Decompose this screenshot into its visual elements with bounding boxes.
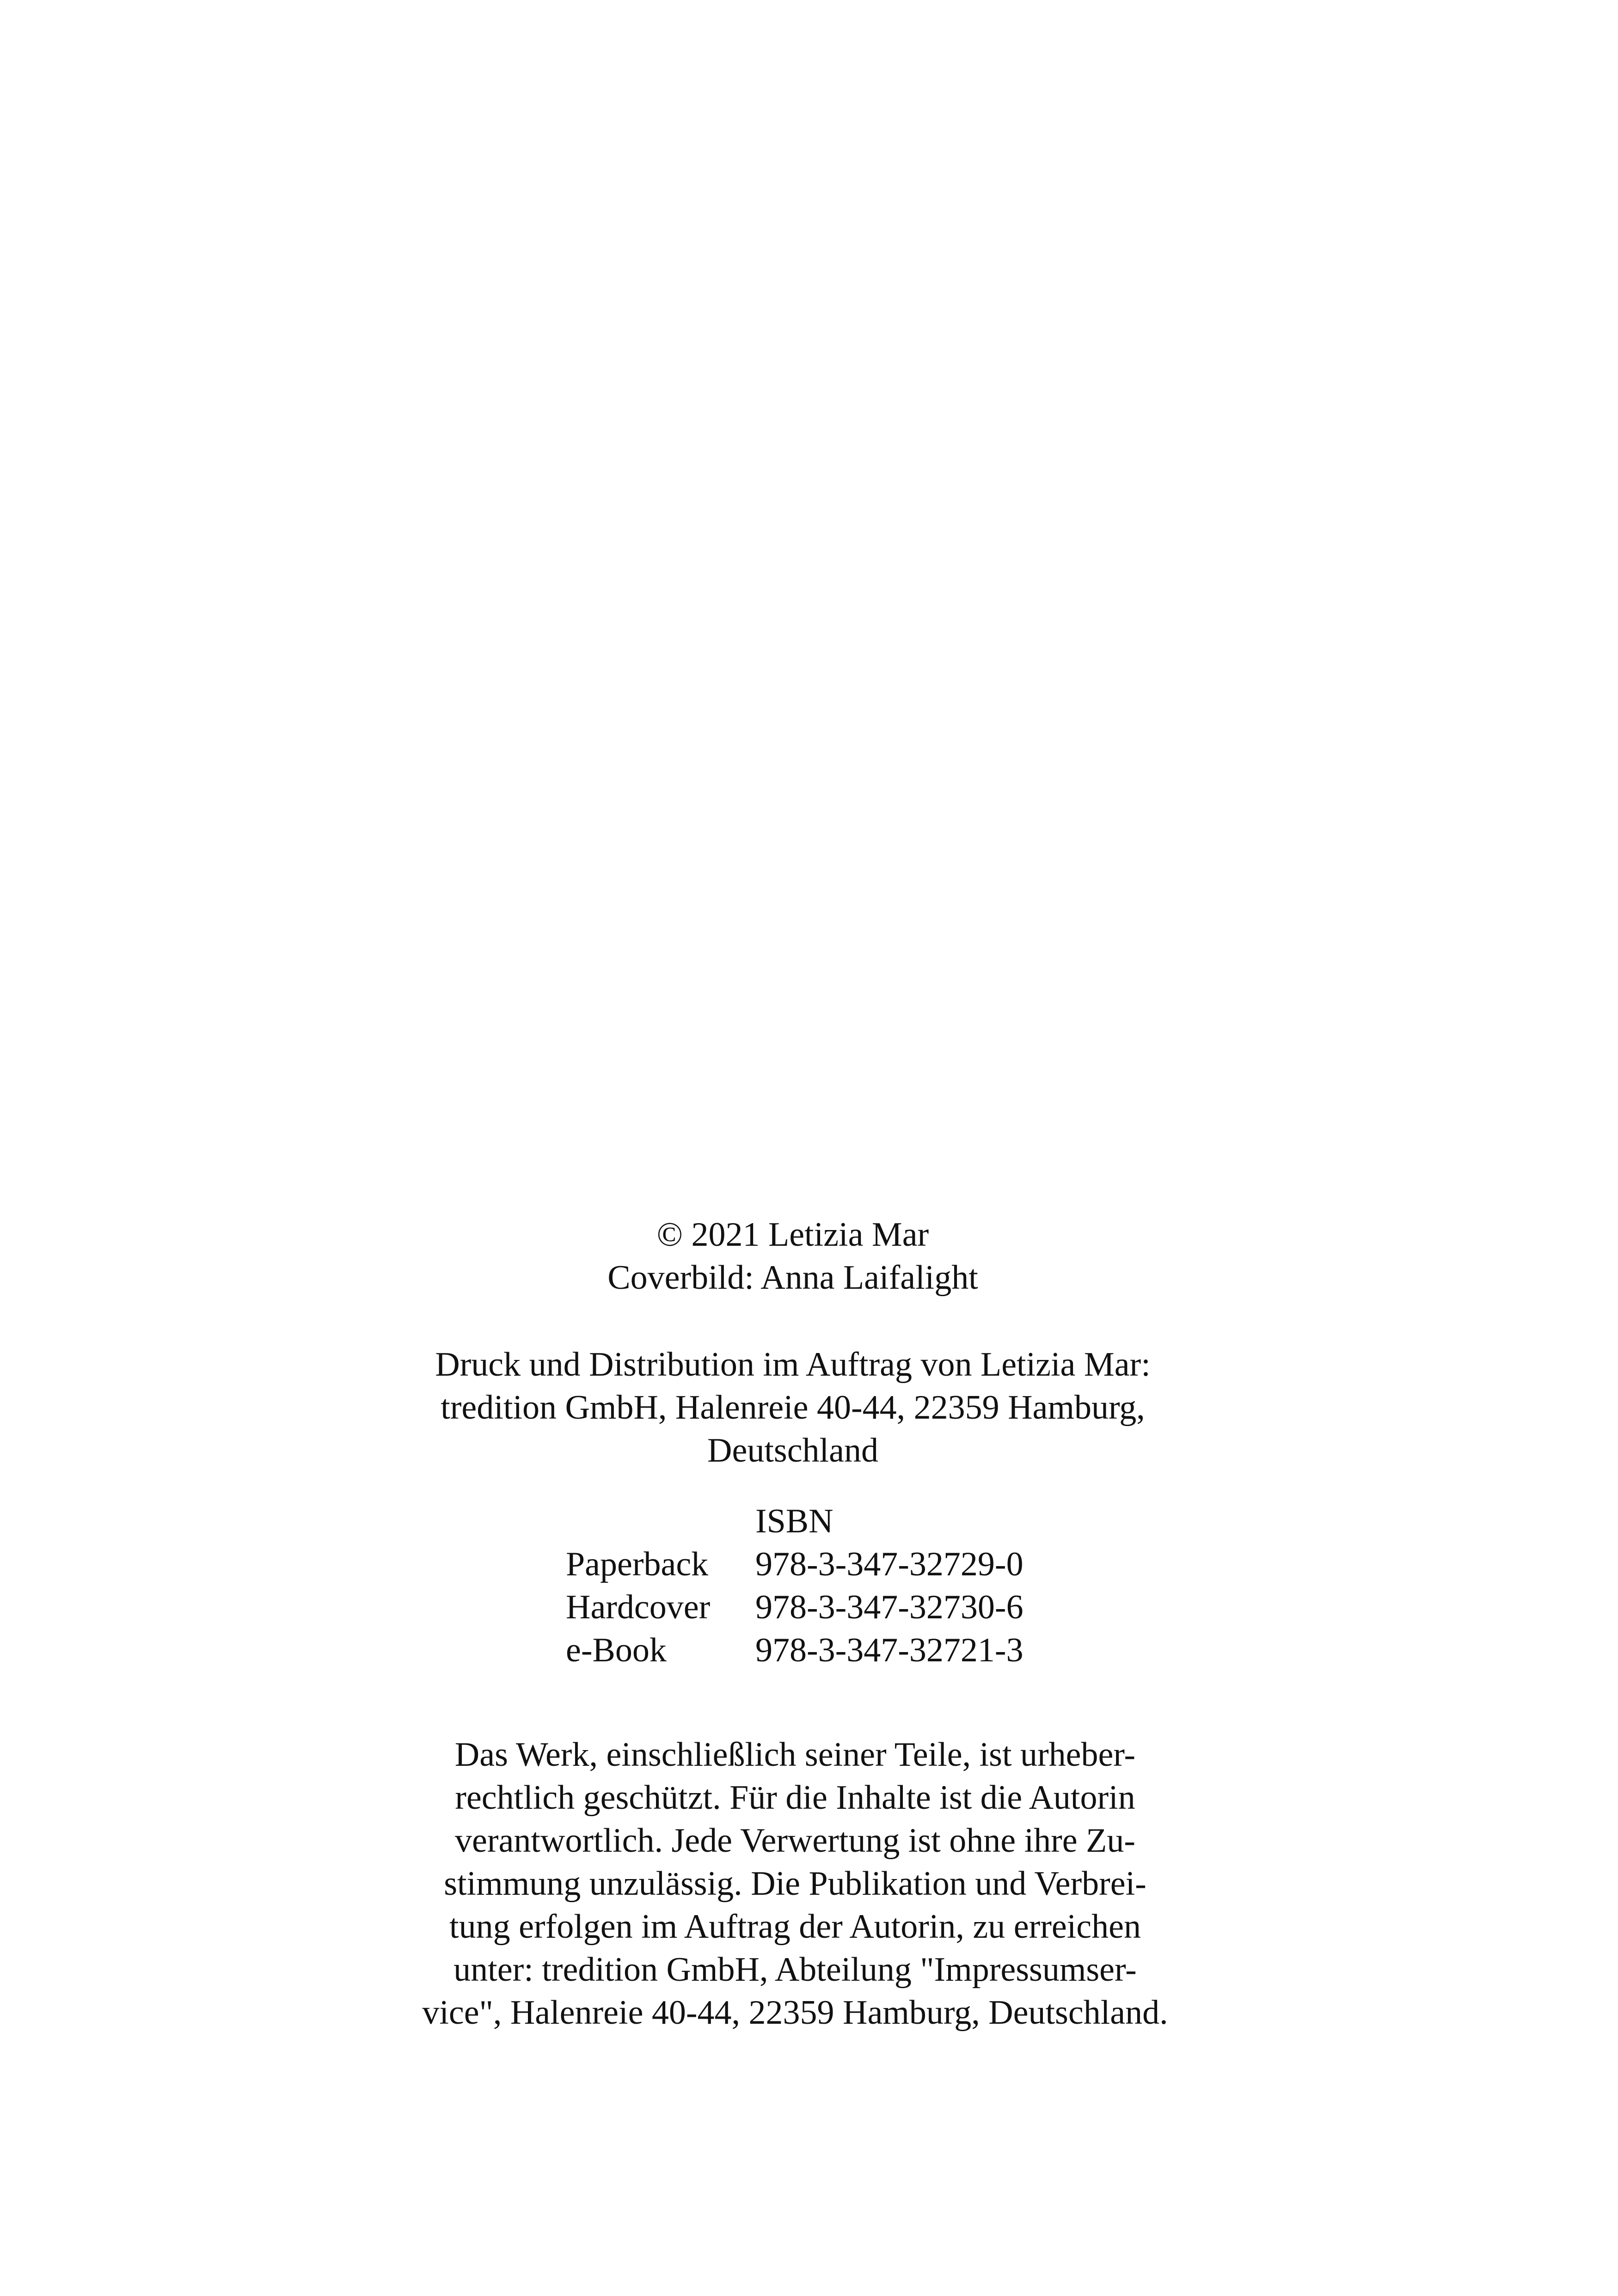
printer-line: Deutschland [707, 1432, 878, 1469]
printer-block [370, 1343, 1216, 1472]
isbn-number: 978-3-347-32721-3 [755, 1631, 1024, 1669]
isbn-format-spacer [566, 1500, 755, 1543]
credits-block [370, 1213, 1216, 1299]
notice-line: tung erfolgen im Auftrag der Autorin, zu erreichen [449, 1908, 1141, 1946]
isbn-header: ISBN [755, 1502, 834, 1540]
notice-line: Das Werk, einschließlich seiner Teile, ist urheber- [454, 1736, 1136, 1774]
isbn-number: 978-3-347-32730-6 [755, 1588, 1024, 1626]
isbn-table [566, 1500, 1079, 1672]
cover-credit-line: Coverbild: Anna Laifalight [607, 1259, 978, 1297]
copyright-line: © 2021 Letizia Mar [656, 1216, 929, 1254]
notice-line: stimmung unzulässig. Die Publikation und Verbrei- [444, 1865, 1146, 1903]
isbn-row [566, 1543, 1079, 1586]
notice-line: verantwortlich. Jede Verwertung ist ohne ihre Zu- [454, 1822, 1135, 1860]
isbn-row [566, 1586, 1079, 1629]
copyright-notice [379, 1733, 1211, 2034]
isbn-format: Hardcover [566, 1588, 711, 1626]
printer-line: tredition GmbH, Halenreie 40-44, 22359 Hamburg, [441, 1389, 1145, 1427]
notice-line: vice", Halenreie 40-44, 22359 Hamburg, Deutschland. [422, 1994, 1168, 2032]
isbn-format: Paperback [566, 1545, 709, 1583]
notice-line: unter: tredition GmbH, Abteilung "Impressumser- [454, 1951, 1137, 1989]
notice-line: rechtlich geschützt. Für die Inhalte ist die Autorin [455, 1779, 1135, 1817]
isbn-number: 978-3-347-32729-0 [755, 1545, 1024, 1583]
printer-line: Druck und Distribution im Auftrag von Letizia Mar: [435, 1346, 1151, 1384]
isbn-header-row [566, 1500, 1079, 1543]
isbn-format: e-Book [566, 1631, 667, 1669]
isbn-row [566, 1629, 1079, 1672]
